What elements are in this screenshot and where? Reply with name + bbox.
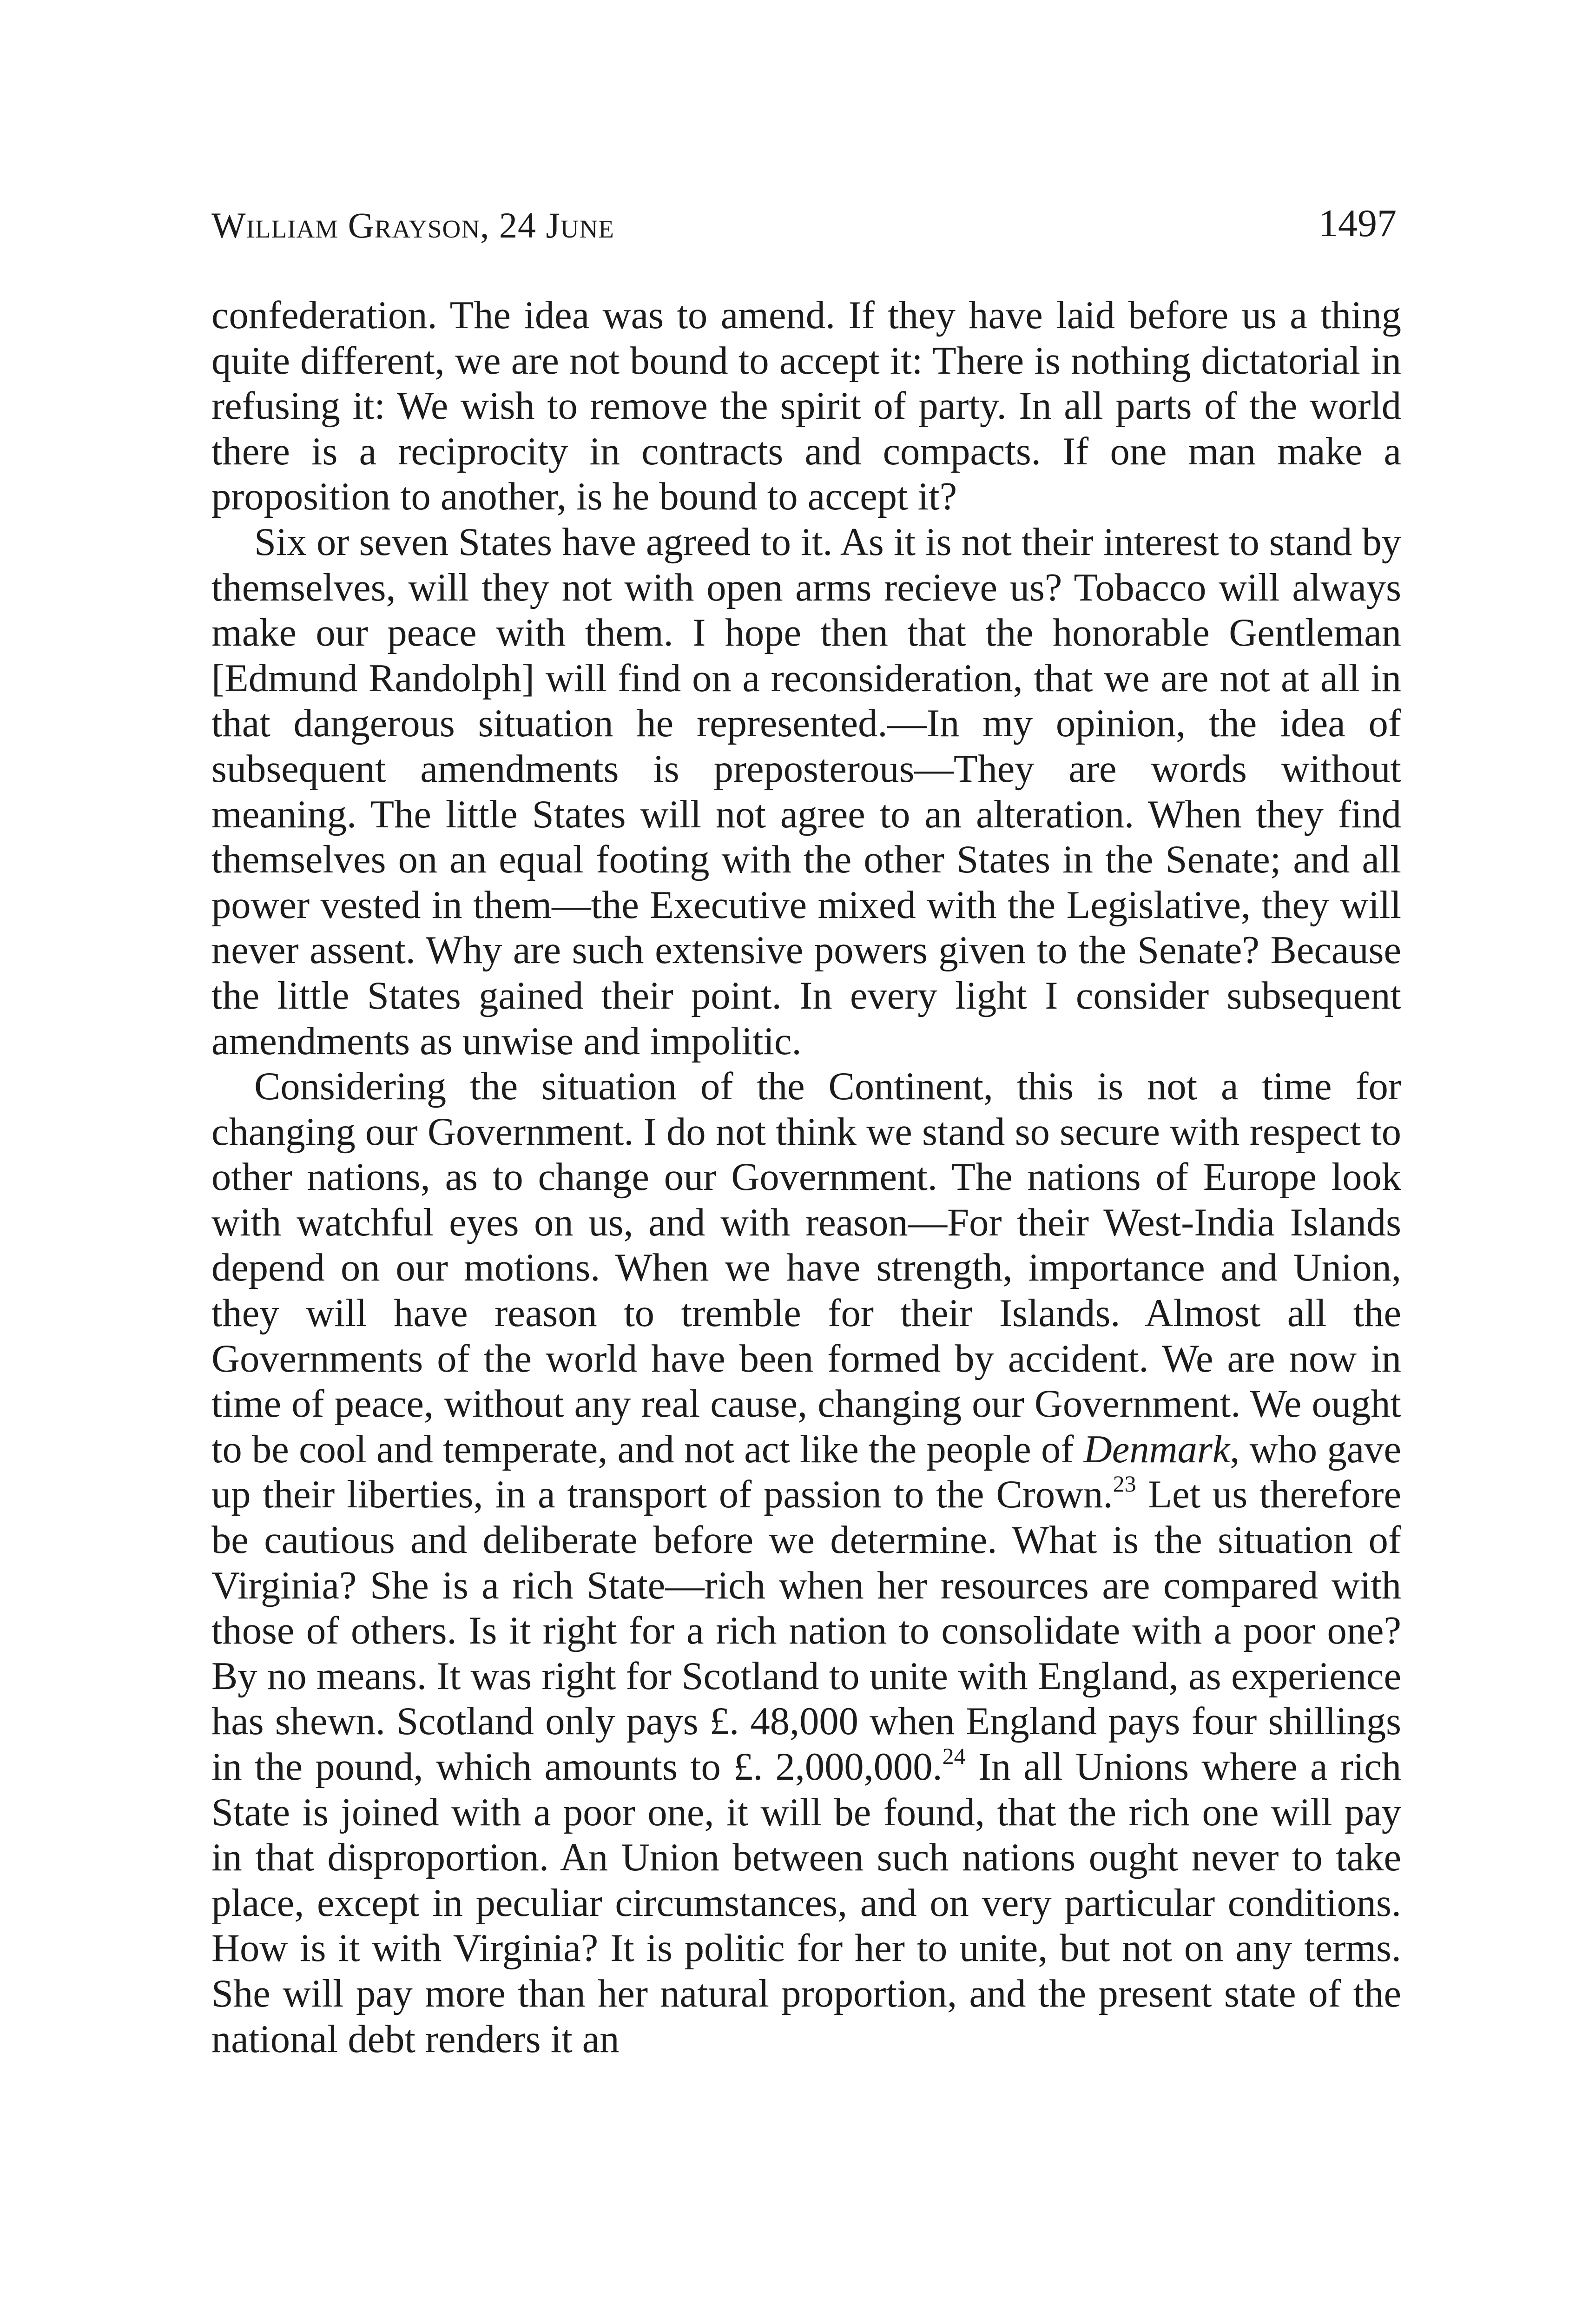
page-number: 1497 bbox=[1318, 202, 1397, 245]
body-text bbox=[211, 293, 1401, 2062]
paragraph-3-text: , who gave up their liberties, in a transport of passion to the Crown. bbox=[211, 1427, 1401, 1517]
paragraph-3-text: Let us therefore be cautious and deliberate before we determine. What is the situation of Virginia? She is a rich State—rich when her resources are compared with those of others. Is it right for a rich nation to consolidate with a poor one? By no means. It was right for Scotland to unite with England, as experience has shewn. Scotland only pays £. 48,000 when England pays four shillings in the pound, which amounts to £. 2,000,000. bbox=[211, 1473, 1401, 1789]
footnote-ref-23[interactable]: 23 bbox=[1113, 1471, 1136, 1497]
paragraph-1: confederation. The idea was to amend. If they have laid before us a thing quite different, we are not bound to accept it: There is nothing dictatorial in refusing it: We wish to remove the spirit of party. In all parts of the world there is a reciprocity in contracts and compacts. If one man make a proposition to another, is he bound to accept it? bbox=[211, 294, 1401, 519]
running-head-text: William Grayson, 24 June bbox=[211, 205, 614, 245]
paragraph-3 bbox=[211, 1064, 1401, 2062]
paragraph-3-text: In all Unions where a rich State is joined with a poor one, it will be found, that the rich one will pay in that disproportion. An Union between such nations ought never to take place, except in peculiar circumstances, and on very particular conditions. How is it with Virginia? It is politic for her to unite, but not on any terms. She will pay more than her natural proportion, and the present state of the national debt renders it an bbox=[211, 1745, 1401, 2061]
page-header bbox=[211, 202, 1397, 256]
paragraph-3-text: Considering the situation of the Continent, this is not a time for changing our Government. I do not think we stand so secure with respect to other nations, as to change our Government. The nations of Europe look with watchful eyes on us, and with reason—For their West-India Islands depend on our motions. When we have strength, importance and Union, they will have reason to tremble for their Islands. Almost all the Governments of the world have been formed by accident. We are now in time of peace, without any real cause, changing our Government. We ought to be cool and temperate, and not act like the people of bbox=[211, 1065, 1401, 1471]
footnote-ref-24[interactable]: 24 bbox=[942, 1743, 966, 1769]
running-head bbox=[211, 205, 614, 246]
emphasis-denmark: Denmark bbox=[1083, 1427, 1230, 1471]
paragraph-2: Six or seven States have agreed to it. As it is not their interest to stand by themselves, will they not with open arms recieve us? Tobacco will always make our peace with them. I hope then that the honorable Gentleman [Edmund Randolph] will find on a reconsideration, that we are not at all in that dangerous situation he represented.—In my opinion, the idea of subsequent amendments is preposterous—They are words without meaning. The little States will not agree to an alteration. When they find themselves on an equal footing with the other States in the Senate; and all power vested in them—the Executive mixed with the Legislative, they will never assent. Why are such extensive powers given to the Senate? Because the little States gained their point. In every light I consider subsequent amendments as unwise and impolitic. bbox=[211, 520, 1401, 1063]
